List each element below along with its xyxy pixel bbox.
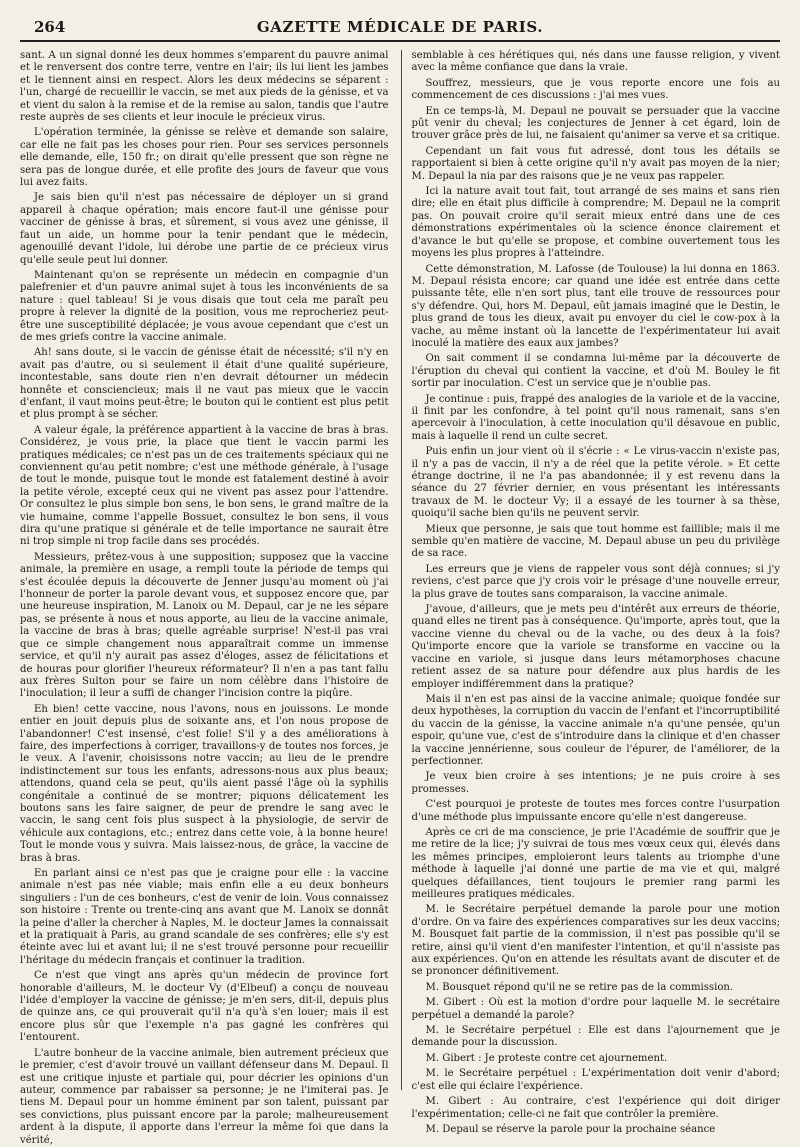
right-column-paragraph: M. Depaul se réserve la parole pour la prochaine séance (425, 1123, 716, 1135)
right-column-paragraph: M. Bousquet répond qu'il ne se retire pas de la commission. (425, 981, 734, 993)
right-column (401, 50, 781, 1135)
right-column-paragraph: Souffrez, messieurs, que je vous reporte encore une fois au commencement de ces discussions : j'ai mes vues. (411, 77, 780, 102)
right-column-paragraph: semblable à ces hérétiques qui, nés dans une fausse religion, y vivent avec la même confiance que dans la vraie. (411, 50, 780, 74)
right-column-paragraph: Les erreurs que je viens de rappeler vous sont déjà connues; si j'y reviens, c'est parce que j'y crois voir le présage d'une nouvelle erreur, la plus grave de toutes sans comparaison, la vaccine animale. (411, 563, 780, 600)
right-column-paragraph: Mieux que personne, je sais que tout homme est faillible; mais il me semble qu'en matière de vaccine, M. Depaul abuse un peu du privilège de sa race. (411, 523, 780, 560)
journal-title: GAZETTE MÉDICALE DE PARIS. (256, 18, 544, 36)
right-column-paragraph: Cependant un fait vous fut adressé, dont tous les détails se rapportaient si bien à cette origine qu'il n'y avait pas moyen de la nier; M. Depaul la nia par des raisons que je ne veux pas rappeler. (411, 145, 780, 182)
right-column-paragraph: J'avoue, d'ailleurs, que je mets peu d'intérêt aux erreurs de théorie, quand elles ne tirent pas à conséquence. Qu'importe, après tout, que la vaccine vienne du cheval ou de la vache, ou des deux à la fois? Qu'importe encore que la variole se transforme en vaccine ou la vaccine en variole, si jusque dans leurs métamorphoses chacune retient assez de sa nature pour défendre aux plus hardis de les employer indifféremment dans la pratique? (411, 604, 780, 690)
right-column-paragraph: M. Gibert : Où est la motion d'ordre pour laquelle M. le secrétaire perpétuel a demandé la parole? (411, 997, 780, 1021)
right-column-paragraph: M. le Secrétaire perpétuel : Elle est dans l'ajournement que je demande pour la discussion. (411, 1025, 780, 1049)
right-column-paragraph: Je veux bien croire à ses intentions; je ne puis croire à ses promesses. (411, 771, 780, 795)
page-number: 264 (34, 18, 66, 36)
right-column-paragraph: Je continue : puis, frappé des analogies de la variole et de la vaccine, il finit par les confondre, à tel point qu'il nous ramenait, sans s'en apercevoir à l'inoculation, à cette inoculation qu'il désavoue en public, mais à laquelle il rend un culte secret. (411, 393, 780, 442)
right-column-paragraph: Mais il n'en est pas ainsi de la vaccine animale; quoique fondée sur deux hypothèses, la corruption du vaccin de l'enfant et l'incorruptibilité du vaccin de la génisse, la vaccine animale n'a qu'une pensée, qu'un espoir, qu'une vue, c'est de s'introduire dans la clinique et d'en chasser la vaccine jennérienne, sous couleur de l'épurer, de l'améliorer, de la perfectionner. (411, 693, 780, 767)
right-column-paragraph: Ici la nature avait tout fait, tout arrangé de ses mains et sans rien dire; elle en était plus difficile à comprendre; M. Depaul ne la comprit pas. On pouvait croire qu'il serait mieux entré dans une de ces démonstrations expérimentales où la science énonce clairement et d'avance le but qu'elle se propose, et combine ouvertement tous les moyens les plus propres à l'atteindre. (411, 186, 780, 260)
left-column-paragraph: Ah! sans doute, si le vaccin de génisse était de nécessité; s'il n'y en avait pas d'autre, ou si seulement il était d'une qualité supérieure, incontestable, sans doute rien n'en devrait détourner un médecin honnête et consciencieux; mais il ne vaut pas mieux que le vaccin d'enfant, il vaut moins peut-être; le bouton qui le contient est plus petit et plus prompt à se sécher. (20, 347, 389, 421)
left-column-paragraph: Eh bien! cette vaccine, nous l'avons, nous en jouissons. Le monde entier en jouit depuis plus de soixante ans, et l'on nous propose de l'abandonner! C'est insensé, c'est folie! S'il y a des améliorations à faire, des imperfections à corriger, travaillons-y de toutes nos forces, je le veux. A l'avenir, choisissons notre vaccin; au lieu de le prendre indistinctement sur tous les enfants, adressons-nous aux plus beaux; attendons, quand cela se peut, qu'ils aient passé l'âge où la syphilis congénitale a continué de se montrer; piquons délicatement les boutons sans les faire saigner, de peur de prendre le sang avec le vaccin, le sang cent fois plus suspect à la physiologie, de servir de véhicule aux contagions, etc.; entrez dans cette voie, à la bonne heure! Tout le monde vous y suivra. Mais laissez-nous, de grâce, la vaccine de bras à bras. (20, 703, 389, 864)
right-column-paragraph: C'est pourquoi je proteste de toutes mes forces contre l'usurpation d'une méthode plus impuissante encore qu'elle n'est dangereuse. (411, 799, 780, 823)
right-column-paragraph: En ce temps-là, M. Depaul ne pouvait se persuader que la vaccine pût venir du cheval; les conjectures de Jenner à cet égard, loin de trouver grâce près de lui, ne faisaient qu'animer sa verve et sa critique. (411, 105, 780, 142)
left-column-paragraph: Je sais bien qu'il n'est pas nécessaire de déployer un si grand appareil à chaque opération; mais encore faut-il une génisse pour vacciner de génisse à bras, et sûrement, si vous avez une génisse, il faut un aide, un homme pour la tenir pendant que le médecin, agenouillé devant l'idole, lui dérobe une partie de ce précieux virus qu'elle seule peut lui donner. (20, 192, 389, 266)
left-column-paragraph: L'opération terminée, la génisse se relève et demande son salaire, car elle ne fait pas les choses pour rien. Pour ses services personnels elle demande, elle, 150 fr.; on dirait qu'elle pressent que son règne ne sera pas de longue durée, et elle profite des jours de faveur que vous lui avez faits. (20, 127, 389, 189)
right-column-paragraph: M. le Secrétaire perpétuel demande la parole pour une motion d'ordre. On va faire des expériences comparatives sur les deux vaccins; M. Bousquet fait partie de la commission, il n'est pas possible qu'il se retire, ainsi qu'il vient d'en manifester l'intention, et qu'il n'assiste pas aux expériences. Qu'on en attende les résultats avant de discuter et de se prononcer définitivement. (411, 904, 780, 978)
page-header (20, 14, 780, 42)
left-column-paragraph: sant. A un signal donné les deux hommes s'emparent du pauvre animal et le renversent dos contre terre, ventre en l'air; ils lui lient les jambes et le tiennent ainsi en respect. Alors les deux médecins se séparent : l'un, chargé de recueillir le vaccin, se met aux pieds de la génisse, et va et vient du salon à la remise et de la remise au salon, tandis que l'autre reste auprès de ses clients et leur inocule le précieux virus. (20, 50, 389, 124)
right-column-paragraph: Puis enfin un jour vient où il s'écrie : « Le virus-vaccin n'existe pas, il n'y a pas de vaccin, il n'y a de réel que la petite vérole. » Et cette étrange doctrine, il ne l'a pas abandonnée; il y est revenu dans la séance du 27 février dernier, en vous présentant les intéressants travaux de M. le docteur Vy; il a essayé de les tourner à sa thèse, quoiqu'il sache bien qu'ils ne peuvent servir. (411, 446, 780, 520)
text-columns (20, 50, 780, 1146)
right-column-paragraph: Après ce cri de ma conscience, je prie l'Académie de souffrir que je me retire de la lice; j'y suivrai de tous mes vœux ceux qui, élevés dans les mêmes principes, emploieront leurs talents au triomphe d'une méthode à laquelle j'ai donné une partie de ma vie et qui, malgré quelques défaillances, tient toujours le premier rang parmi les meilleures pratiques médicales. (411, 826, 780, 900)
left-column-paragraph: L'autre bonheur de la vaccine animale, bien autrement précieux que le premier, c'est d'avoir trouvé un vaillant défenseur dans M. Depaul. Il est une critique injuste et partiale qui, pour décrier les opinions d'un auteur, commence par rabaisser sa personne; je ne l'imiterai pas. Je tiens M. Depaul pour un homme éminent par son talent, puissant par ses convictions, plus puissant encore par la parole; malheureusement ardent à la dispute, il apporte dans l'erreur la même foi que dans la vérité, (20, 1047, 389, 1146)
right-column-paragraph: M. Gibert : Je proteste contre cet ajournement. (425, 1052, 668, 1064)
left-column-paragraph: A valeur égale, la préférence appartient à la vaccine de bras à bras. Considérez, je vous prie, la place que tient le vaccin parmi les pratiques médicales; ce n'est pas un de ces traitements spéciaux qui ne conviennent qu'au petit nombre; c'est une méthode générale, à l'usage de tout le monde, puisque tout le monde est fatalement destiné à avoir la petite vérole, excepté ceux qui ne vivent pas assez pour l'attendre. Or consultez le plus simple bon sens, le bon sens, le grand maître de la vie humaine, comme l'appelle Bossuet, consultez le bon sens, il vous dira qu'une pratique si générale et de telle importance ne saurait être ni trop simple ni trop facile dans ses procédés. (20, 424, 389, 548)
right-column-paragraph: M. le Secrétaire perpétuel : L'expérimentation doit venir d'abord; c'est elle qui éclaire l'expérience. (411, 1068, 780, 1092)
right-column-paragraph: M. Gibert : Au contraire, c'est l'expérience qui doit diriger l'expérimentation; celle-ci ne fait que contrôler la première. (411, 1096, 780, 1120)
left-column-paragraph: Maintenant qu'on se représente un médecin en compagnie d'un palefrenier et d'un pauvre animal sujet à tous les inconvénients de sa nature : quel tableau! Si je vous disais que tout cela me paraît peu propre à relever la dignité de la position, vous me reprocheriez peut-être une susceptibilité déplacée; je vous avoue cependant que c'est un de mes griefs contre la vaccine animale. (20, 269, 389, 343)
left-column-paragraph: Messieurs, prêtez-vous à une supposition; supposez que la vaccine animale, la première en usage, a rempli toute la période de temps qui s'est écoulée depuis la découverte de Jenner jusqu'au moment où j'ai l'honneur de porter la parole devant vous, et supposez encore que, par une heureuse inspiration, M. Lanoix ou M. Depaul, car je ne les sépare pas, se présente à nous et nous apporte, au lieu de la vaccine animale, la vaccine de bras à bras; quelle agréable surprise! N'est-il pas vrai que ce simple changement nous apparaîtrait comme un immense service, et qu'il n'y aurait pas assez d'éloges, assez de félicitations et de houras pour glorifier l'heureux réformateur? Il n'en a pas tant fallu aux frères Sulton pour se faire un nom célèbre dans l'histoire de l'inoculation; il leur a suffi de changer l'incision contre la piqûre. (20, 551, 389, 700)
left-column (20, 50, 389, 1146)
left-column-paragraph: En parlant ainsi ce n'est pas que je craigne pour elle : la vaccine animale n'est pas née viable; mais enfin elle a eu deux bonheurs singuliers : l'un de ces bonheurs, c'est de venir de loin. Vous connaissez son histoire : Trente ou trente-cinq ans avant que M. Lanoix se donnât la peine d'aller la chercher à Naples, M. le docteur James la connaissait et la pratiquait à Paris, au grand scandale de ses confrères; elle s'y est éteinte avec lui et avant lui; il ne s'est trouvé personne pour recueillir l'héritage du médecin français et continuer la tradition. (20, 868, 389, 966)
left-column-paragraph: Ce n'est que vingt ans après qu'un médecin de province fort honorable d'ailleurs, M. le docteur Vy (d'Elbeuf) a conçu de nouveau l'idée d'employer la vaccine de génisse; je m'en sers, dit-il, depuis plus de quinze ans, ce qui prouverait qu'il n'a qu'à s'en louer; mais il est encore plus sûr que l'exemple n'a pas gagné les confrères qui l'entourent. (20, 970, 389, 1044)
right-column-paragraph: On sait comment il se condamna lui-même par la découverte de l'éruption du cheval qui contient la vaccine, et d'où M. Bouley le fit sortir par inoculation. C'est un service que je n'oublie pas. (411, 353, 780, 390)
right-column-paragraph: Cette démonstration, M. Lafosse (de Toulouse) la lui donna en 1863. M. Depaul résista encore; car quand une idée est entrée dans cette puissante tête, elle n'en sort plus, tant elle trouve de ressources pour s'y défendre. Qui, hors M. Depaul, eût jamais imaginé que le Destin, le plus grand de tous les dieux, avait pu envoyer du ciel le cow-pox à la vache, au même instant où la lancette de l'expérimentateur lui avait inoculé la matière des eaux aux jambes? (411, 263, 780, 349)
